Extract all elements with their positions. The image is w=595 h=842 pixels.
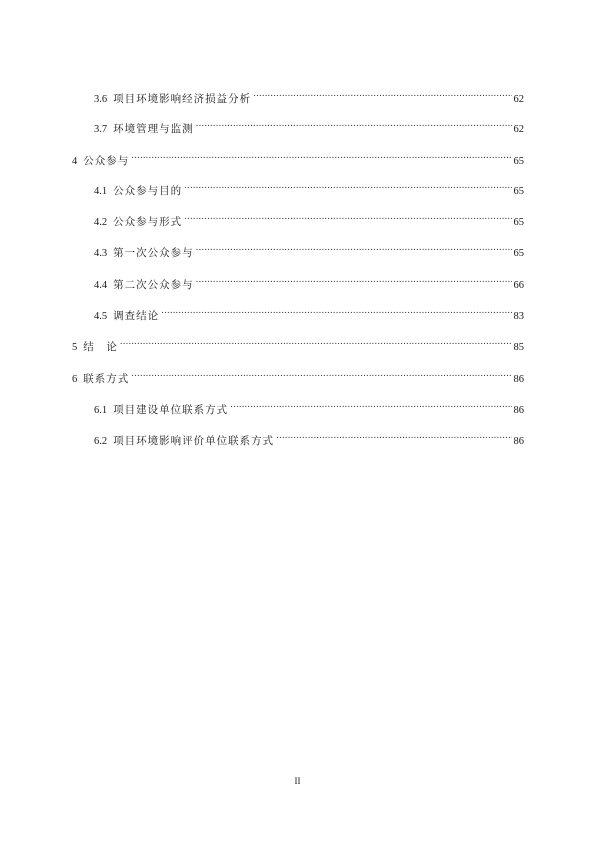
toc-entry-page: 86 — [513, 436, 524, 447]
toc-dot-leader — [184, 178, 511, 194]
toc-entry-page: 83 — [513, 311, 524, 322]
toc-entry-number: 4.3 — [94, 248, 108, 259]
toc-entry-title: 项目环境影响评价单位联系方式 — [113, 435, 275, 447]
toc-entry-number: 6.1 — [94, 405, 108, 416]
toc-entry-number: 5 — [72, 342, 78, 353]
toc-entry-4-5[interactable] — [94, 303, 524, 322]
toc-dot-leader — [196, 272, 512, 288]
toc-entry-4-2[interactable] — [94, 209, 524, 228]
toc-entry-3-7[interactable] — [94, 116, 524, 135]
toc-dot-leader — [120, 334, 512, 350]
toc-entry-4-1[interactable] — [94, 178, 524, 197]
toc-entry-number: 4.4 — [94, 280, 108, 291]
toc-entry-number: 4 — [72, 156, 78, 167]
toc-entry-page: 85 — [513, 342, 524, 353]
toc-entry-title: 项目环境影响经济损益分析 — [113, 93, 252, 105]
toc-entry-6-2[interactable] — [94, 428, 524, 447]
toc-entry-4-3[interactable] — [94, 240, 524, 259]
toc-entry-title: 公众参与 — [83, 155, 130, 167]
toc-entry-page: 62 — [513, 94, 524, 105]
toc-entry-number: 6 — [72, 374, 78, 385]
toc-entry-4-4[interactable] — [94, 272, 524, 291]
toc-entry-title: 联系方式 — [83, 373, 130, 385]
page-number: II — [294, 776, 301, 786]
toc-entry-number: 4.2 — [94, 217, 108, 228]
toc-entry-number: 4.1 — [94, 186, 108, 197]
toc-dot-leader — [161, 303, 511, 319]
toc-entry-page: 65 — [513, 217, 524, 228]
toc-entry-title: 第一次公众参与 — [113, 247, 194, 259]
toc-entry-page: 65 — [513, 186, 524, 197]
toc-entry-4[interactable] — [72, 148, 524, 167]
toc-entry-title: 第二次公众参与 — [113, 279, 194, 291]
toc-dot-leader — [184, 209, 511, 225]
toc-entry-title: 公众参与形式 — [113, 216, 183, 228]
toc-dot-leader — [131, 366, 511, 382]
toc-entry-title: 项目建设单位联系方式 — [113, 404, 229, 416]
toc-entry-title: 调查结论 — [113, 310, 160, 322]
toc-entry-title: 结 论 — [83, 341, 118, 353]
toc-entry-title: 环境管理与监测 — [113, 123, 194, 135]
toc-entry-page: 65 — [513, 156, 524, 167]
toc-dot-leader — [253, 86, 511, 102]
toc-entry-number: 6.2 — [94, 436, 108, 447]
toc-entry-3-6[interactable] — [94, 86, 524, 105]
toc-entry-6-1[interactable] — [94, 397, 524, 416]
toc-entry-number: 3.7 — [94, 124, 108, 135]
toc-entry-5[interactable] — [72, 334, 524, 353]
toc-dot-leader — [276, 428, 511, 444]
toc-entry-number: 4.5 — [94, 311, 108, 322]
toc-entry-page: 86 — [513, 405, 524, 416]
toc-dot-leader — [131, 148, 511, 164]
toc-entry-page: 65 — [513, 248, 524, 259]
toc-entry-page: 86 — [513, 374, 524, 385]
toc-dot-leader — [230, 397, 511, 413]
toc-entry-title: 公众参与目的 — [113, 185, 183, 197]
toc-entry-number: 3.6 — [94, 94, 108, 105]
toc-entry-6[interactable] — [72, 366, 524, 385]
toc-dot-leader — [196, 240, 512, 256]
toc-entry-page: 66 — [513, 280, 524, 291]
toc-dot-leader — [196, 116, 512, 132]
toc-entry-page: 62 — [513, 124, 524, 135]
